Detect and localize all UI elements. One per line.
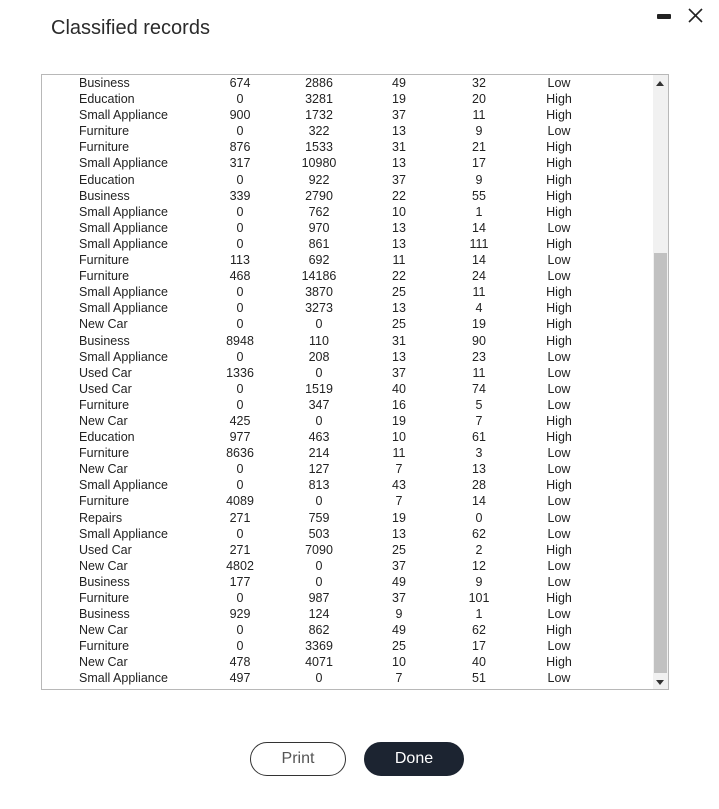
- cell-classification: Low: [547, 124, 571, 139]
- vertical-scrollbar[interactable]: [653, 75, 668, 689]
- cell-value-3: 19: [392, 510, 406, 525]
- cell-purpose: Small Appliance: [79, 671, 168, 686]
- table-row: [42, 123, 654, 139]
- cell-value-2: 14186: [301, 269, 337, 284]
- cell-value-4: 5: [475, 397, 483, 412]
- table-row: [42, 284, 654, 300]
- cell-value-1: 271: [229, 542, 251, 557]
- cell-value-2: 124: [308, 607, 330, 622]
- cell-value-3: 10: [392, 430, 406, 445]
- cell-purpose: New Car: [79, 462, 128, 477]
- cell-value-2: 1533: [305, 140, 333, 155]
- cell-value-4: 4: [475, 301, 483, 316]
- cell-purpose: Used Car: [79, 365, 132, 380]
- cell-value-3: 25: [392, 317, 406, 332]
- cell-value-4: 17: [472, 156, 486, 171]
- cell-classification: High: [546, 655, 572, 670]
- cell-value-4: 14: [472, 253, 486, 268]
- table-row: [42, 236, 654, 252]
- cell-classification: High: [546, 591, 572, 605]
- cell-value-1: 0: [236, 462, 244, 477]
- cell-value-2: 692: [308, 253, 330, 268]
- cell-value-4: 11: [472, 365, 486, 380]
- cell-classification: Low: [547, 574, 571, 589]
- print-button[interactable]: Print: [250, 742, 346, 776]
- cell-purpose: Used Car: [79, 381, 132, 396]
- cell-classification: Low: [547, 365, 571, 380]
- cell-value-2: 503: [308, 526, 330, 541]
- cell-value-4: 23: [472, 349, 486, 364]
- table-row: [42, 622, 654, 638]
- cell-value-3: 37: [392, 591, 406, 605]
- cell-classification: Low: [547, 510, 571, 525]
- cell-value-1: 674: [229, 76, 251, 90]
- cell-purpose: Business: [79, 76, 130, 90]
- cell-value-1: 0: [236, 204, 244, 219]
- cell-value-3: 49: [392, 574, 406, 589]
- cell-value-3: 13: [392, 156, 406, 171]
- cell-purpose: Furniture: [79, 591, 130, 605]
- cell-value-1: 4089: [226, 494, 254, 509]
- table-row: [42, 654, 654, 670]
- cell-purpose: Small Appliance: [79, 478, 168, 493]
- cell-value-3: 31: [392, 333, 406, 348]
- cell-classification: Low: [547, 220, 571, 235]
- cell-value-2: 4071: [305, 655, 333, 670]
- cell-value-1: 113: [230, 253, 250, 268]
- cell-value-3: 37: [392, 365, 406, 380]
- cell-value-4: 61: [472, 430, 486, 445]
- cell-classification: High: [546, 204, 572, 219]
- cell-value-4: 3: [475, 446, 483, 461]
- cell-value-4: 24: [472, 269, 486, 284]
- cell-value-4: 111: [469, 236, 489, 251]
- cell-value-1: 0: [236, 172, 244, 187]
- cell-purpose: Repairs: [79, 510, 123, 525]
- cell-purpose: Small Appliance: [79, 526, 168, 541]
- scroll-thumb[interactable]: [654, 253, 667, 673]
- cell-value-1: 8636: [226, 446, 254, 461]
- cell-purpose: Small Appliance: [79, 285, 168, 300]
- cell-purpose: Furniture: [79, 446, 130, 461]
- cell-value-2: 127: [308, 462, 330, 477]
- scroll-down-arrow-icon[interactable]: [656, 680, 664, 685]
- cell-purpose: Small Appliance: [79, 204, 168, 219]
- cell-value-3: 11: [392, 253, 406, 268]
- table-row: [42, 155, 654, 171]
- table-row: [42, 510, 654, 526]
- cell-purpose: Small Appliance: [79, 301, 168, 316]
- cell-value-2: 2886: [305, 76, 333, 90]
- cell-value-3: 49: [392, 623, 406, 638]
- cell-value-1: 271: [229, 510, 251, 525]
- cell-value-3: 7: [395, 494, 403, 509]
- cell-value-1: 0: [236, 478, 244, 493]
- table-row: [42, 413, 654, 429]
- cell-value-1: 876: [229, 140, 251, 155]
- cell-purpose: Furniture: [79, 494, 130, 509]
- cell-value-3: 10: [392, 204, 406, 219]
- table-row: [42, 590, 654, 606]
- cell-classification: High: [546, 413, 572, 428]
- cell-classification: Low: [547, 269, 571, 284]
- cell-value-3: 25: [392, 285, 406, 300]
- cell-classification: High: [546, 188, 572, 203]
- table-row: [42, 139, 654, 155]
- cell-value-4: 51: [472, 671, 486, 686]
- table-row: [42, 365, 654, 381]
- cell-value-1: 339: [229, 188, 251, 203]
- cell-value-1: 0: [236, 623, 244, 638]
- cell-value-2: 3281: [305, 92, 333, 107]
- cell-value-3: 22: [392, 269, 406, 284]
- cell-value-3: 13: [392, 124, 406, 139]
- cell-value-2: 214: [308, 446, 330, 461]
- cell-value-1: 0: [236, 124, 244, 139]
- cell-purpose: Business: [79, 333, 130, 348]
- table-row: [42, 526, 654, 542]
- table-row: [42, 461, 654, 477]
- cell-value-3: 19: [392, 413, 406, 428]
- cell-purpose: Small Appliance: [79, 236, 168, 251]
- cell-value-1: 0: [236, 317, 244, 332]
- cell-value-2: 0: [315, 365, 323, 380]
- cell-purpose: New Car: [79, 413, 128, 428]
- cell-value-1: 0: [236, 285, 244, 300]
- table-row: [42, 670, 654, 686]
- cell-value-4: 11: [472, 108, 486, 123]
- cell-value-2: 3369: [305, 639, 333, 654]
- cell-purpose: Small Appliance: [79, 108, 168, 123]
- cell-value-1: 0: [236, 349, 244, 364]
- cell-value-4: 40: [472, 655, 486, 670]
- cell-value-2: 1732: [305, 108, 333, 123]
- cell-purpose: Education: [79, 92, 135, 107]
- table-row: [42, 477, 654, 493]
- cell-value-3: 25: [392, 639, 406, 654]
- table-row: [42, 542, 654, 558]
- cell-classification: Low: [547, 76, 571, 90]
- cell-value-2: 987: [308, 591, 330, 605]
- table-row: [42, 493, 654, 509]
- cell-value-1: 0: [236, 639, 244, 654]
- cell-value-4: 9: [475, 124, 483, 139]
- cell-value-4: 14: [472, 220, 486, 235]
- cell-value-1: 977: [229, 430, 251, 445]
- cell-value-1: 0: [236, 236, 244, 251]
- table-row: [42, 172, 654, 188]
- table-row: [42, 75, 654, 91]
- cell-value-2: 0: [315, 671, 323, 686]
- cell-classification: Low: [547, 639, 571, 654]
- cell-value-2: 0: [315, 574, 323, 589]
- table-row: [42, 381, 654, 397]
- cell-value-2: 2790: [305, 188, 333, 203]
- cell-purpose: New Car: [79, 623, 128, 638]
- cell-value-1: 0: [236, 526, 244, 541]
- cell-value-4: 14: [472, 494, 486, 509]
- cell-classification: High: [546, 478, 572, 493]
- cell-purpose: Education: [79, 430, 135, 445]
- table-row: [42, 445, 654, 461]
- cell-value-1: 478: [229, 655, 251, 670]
- cell-value-2: 463: [308, 430, 330, 445]
- cell-value-1: 177: [229, 574, 251, 589]
- cell-purpose: Small Appliance: [79, 349, 168, 364]
- cell-value-1: 929: [229, 607, 251, 622]
- cell-value-1: 0: [236, 381, 244, 396]
- cell-value-4: 9: [475, 574, 483, 589]
- cell-classification: High: [546, 285, 572, 300]
- cell-value-4: 32: [472, 76, 486, 90]
- cell-value-4: 62: [472, 526, 486, 541]
- cell-classification: High: [546, 623, 572, 638]
- cell-purpose: Business: [79, 574, 130, 589]
- cell-value-3: 31: [392, 140, 406, 155]
- cell-purpose: Business: [79, 607, 130, 622]
- cell-classification: High: [546, 430, 572, 445]
- cell-value-2: 1519: [305, 381, 333, 396]
- cell-purpose: Furniture: [79, 140, 130, 155]
- table-row: [42, 316, 654, 332]
- cell-value-3: 49: [392, 76, 406, 90]
- scroll-up-arrow-icon[interactable]: [656, 81, 664, 86]
- table-row: [42, 204, 654, 220]
- cell-purpose: New Car: [79, 317, 128, 332]
- table-row: [42, 252, 654, 268]
- cell-value-2: 322: [308, 124, 330, 139]
- cell-classification: Low: [547, 494, 571, 509]
- cell-classification: High: [546, 108, 572, 123]
- cell-purpose: Furniture: [79, 253, 130, 268]
- cell-value-4: 74: [472, 381, 486, 396]
- cell-value-2: 110: [309, 333, 329, 348]
- table-row: [42, 333, 654, 349]
- cell-value-1: 0: [236, 397, 244, 412]
- cell-value-2: 10980: [301, 156, 337, 171]
- cell-value-3: 25: [392, 542, 406, 557]
- cell-value-4: 55: [472, 188, 486, 203]
- cell-classification: High: [546, 140, 572, 155]
- cell-value-1: 425: [229, 413, 251, 428]
- cell-value-4: 21: [472, 140, 486, 155]
- cell-purpose: Small Appliance: [79, 156, 168, 171]
- cell-purpose: Small Appliance: [79, 220, 168, 235]
- cell-value-1: 1336: [226, 365, 254, 380]
- cell-value-1: 317: [229, 156, 251, 171]
- cell-purpose: Furniture: [79, 124, 130, 139]
- cell-value-1: 900: [229, 108, 251, 123]
- cell-purpose: New Car: [79, 558, 128, 573]
- cell-classification: Low: [547, 349, 571, 364]
- cell-value-2: 861: [308, 236, 330, 251]
- cell-value-2: 0: [315, 558, 323, 573]
- records-table: [41, 74, 669, 690]
- cell-purpose: Furniture: [79, 397, 130, 412]
- cell-value-4: 62: [472, 623, 486, 638]
- cell-value-3: 13: [392, 301, 406, 316]
- table-row: [42, 107, 654, 123]
- cell-purpose: Business: [79, 188, 130, 203]
- cell-value-1: 0: [236, 301, 244, 316]
- cell-value-3: 9: [395, 607, 403, 622]
- cell-value-4: 1: [475, 607, 483, 622]
- cell-purpose: Used Car: [79, 542, 132, 557]
- table-row: [42, 220, 654, 236]
- cell-value-4: 90: [472, 333, 486, 348]
- cell-classification: Low: [547, 607, 571, 622]
- cell-value-3: 43: [392, 478, 406, 493]
- cell-value-4: 101: [468, 591, 490, 605]
- cell-classification: Low: [547, 253, 571, 268]
- cell-classification: Low: [547, 397, 571, 412]
- table-row: [42, 300, 654, 316]
- cell-value-4: 0: [475, 510, 483, 525]
- cell-value-4: 13: [472, 462, 486, 477]
- cell-classification: High: [546, 301, 572, 316]
- cell-value-3: 11: [392, 446, 406, 461]
- table-row: [42, 558, 654, 574]
- cell-value-4: 1: [475, 204, 483, 219]
- cell-value-3: 13: [392, 220, 406, 235]
- cell-value-1: 0: [236, 591, 244, 605]
- cell-value-1: 0: [236, 92, 244, 107]
- cell-value-4: 12: [472, 558, 486, 573]
- cell-value-3: 13: [392, 236, 406, 251]
- cell-purpose: Education: [79, 172, 135, 187]
- cell-purpose: New Car: [79, 655, 128, 670]
- cell-value-3: 13: [392, 526, 406, 541]
- cell-classification: High: [546, 92, 572, 107]
- cell-classification: Low: [547, 558, 571, 573]
- cell-value-2: 759: [308, 510, 330, 525]
- cell-value-2: 0: [315, 494, 323, 509]
- table-row: [42, 429, 654, 445]
- cell-value-2: 3273: [305, 301, 333, 316]
- table-row: [42, 349, 654, 365]
- cell-value-3: 22: [392, 188, 406, 203]
- cell-value-4: 28: [472, 478, 486, 493]
- cell-value-2: 922: [308, 172, 330, 187]
- cell-purpose: Furniture: [79, 269, 130, 284]
- cell-value-1: 468: [229, 269, 251, 284]
- cell-value-4: 20: [472, 92, 486, 107]
- dialog-title: Classified records: [51, 17, 210, 39]
- cell-value-1: 0: [236, 220, 244, 235]
- cell-value-1: 4802: [226, 558, 254, 573]
- records-table-body: [42, 75, 654, 687]
- cell-value-2: 347: [308, 397, 330, 412]
- cell-value-2: 3870: [305, 285, 333, 300]
- cell-value-3: 19: [392, 92, 406, 107]
- table-row: [42, 574, 654, 590]
- cell-value-2: 0: [315, 413, 323, 428]
- cell-purpose: Furniture: [79, 639, 130, 654]
- cell-classification: High: [546, 542, 572, 557]
- cell-value-4: 2: [475, 542, 483, 557]
- cell-value-1: 497: [229, 671, 251, 686]
- done-button[interactable]: Done: [364, 742, 464, 776]
- cell-value-4: 17: [472, 639, 486, 654]
- cell-value-1: 8948: [226, 333, 254, 348]
- cell-classification: High: [546, 236, 572, 251]
- table-row: [42, 91, 654, 107]
- cell-classification: High: [546, 156, 572, 171]
- minimize-icon[interactable]: [657, 14, 671, 19]
- cell-value-3: 7: [395, 462, 403, 477]
- table-row: [42, 188, 654, 204]
- table-row: [42, 268, 654, 284]
- cell-classification: Low: [547, 381, 571, 396]
- cell-value-4: 19: [472, 317, 486, 332]
- table-row: [42, 638, 654, 654]
- cell-value-3: 13: [392, 349, 406, 364]
- close-icon[interactable]: [685, 3, 707, 27]
- cell-value-3: 37: [392, 558, 406, 573]
- cell-value-3: 37: [392, 108, 406, 123]
- cell-classification: High: [546, 172, 572, 187]
- cell-classification: Low: [547, 526, 571, 541]
- cell-value-3: 16: [392, 397, 406, 412]
- cell-value-3: 37: [392, 172, 406, 187]
- cell-value-3: 7: [395, 671, 403, 686]
- cell-value-2: 0: [315, 317, 323, 332]
- cell-value-2: 208: [308, 349, 330, 364]
- cell-value-2: 813: [308, 478, 330, 493]
- cell-value-2: 7090: [305, 542, 333, 557]
- cell-value-3: 40: [392, 381, 406, 396]
- cell-classification: High: [546, 317, 572, 332]
- cell-classification: High: [546, 333, 572, 348]
- cell-classification: Low: [547, 462, 571, 477]
- cell-value-3: 10: [392, 655, 406, 670]
- table-row: [42, 397, 654, 413]
- cell-value-4: 11: [472, 285, 486, 300]
- cell-classification: Low: [547, 446, 571, 461]
- cell-value-2: 862: [308, 623, 330, 638]
- cell-value-4: 9: [475, 172, 483, 187]
- cell-value-2: 762: [308, 204, 330, 219]
- cell-value-4: 7: [475, 413, 483, 428]
- table-row: [42, 606, 654, 622]
- cell-value-2: 970: [308, 220, 330, 235]
- cell-classification: Low: [547, 671, 571, 686]
